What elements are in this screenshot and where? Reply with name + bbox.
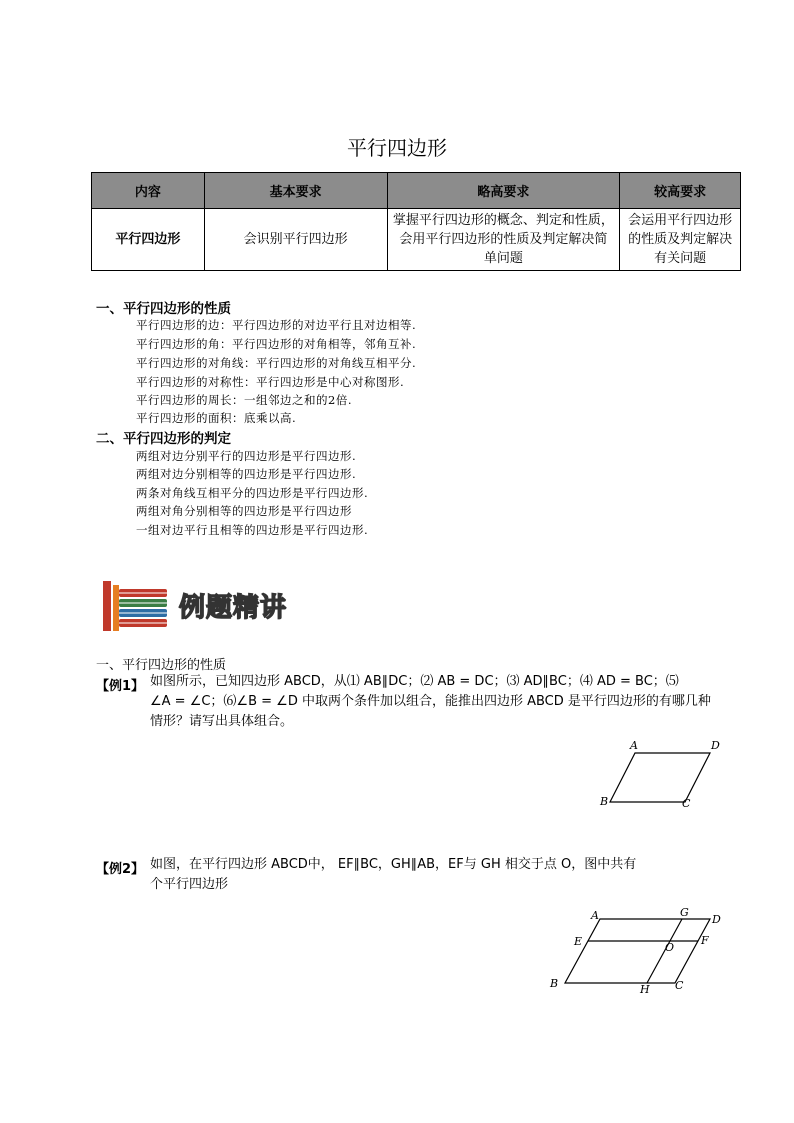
cell-line: 会运用平行四边形 [628, 213, 733, 228]
example1-line: ∠A = ∠C；⑹∠B = ∠D 中取两个条件加以组合，能推出四边形 ABCD 是平行四边形的有哪几种 [150, 694, 711, 709]
property-line: 平行四边形的对角线：平行四边形的对角线互相平分. [136, 356, 417, 370]
cell-line: 会用平行四边形的性质及判定解决简 [399, 232, 608, 247]
property-line: 平行四边形的面积：底乘以高. [136, 411, 297, 425]
example2-line: 个平行四边形 [150, 877, 229, 892]
vertex-label-a: A [630, 739, 638, 752]
example2-text [150, 855, 740, 895]
criterion-line: 一组对边平行且相等的四边形是平行四边形. [136, 523, 369, 537]
vertex-label-c: C [682, 797, 691, 810]
property-line: 平行四边形的边：平行四边形的对边平行且对边相等. [136, 318, 417, 332]
table-cell-higher [620, 209, 741, 271]
vertex-label-f: F [701, 934, 709, 947]
example1-line: 如图所示，已知四边形 ABCD，从⑴ AB∥DC；⑵ AB = DC；⑶ AD∥BC；⑷ AD = BC；⑸ [150, 674, 679, 689]
table-header-row [92, 173, 741, 209]
page-title: 平行四边形 [347, 136, 447, 160]
cell-line: 的性质及判定解决 [628, 232, 733, 247]
vertex-label-a: A [591, 909, 599, 922]
table-header-cell: 内容 [92, 173, 205, 209]
table-cell-slightly-higher [387, 209, 620, 271]
vertex-label-d: D [712, 913, 721, 926]
section-heading-properties: 一、平行四边形的性质 [96, 301, 231, 317]
section-heading-criteria: 二、平行四边形的判定 [96, 431, 231, 447]
vertex-label-c: C [675, 979, 684, 992]
example2-parallelogram-figure [545, 905, 730, 995]
vertex-label-b: B [600, 795, 609, 808]
table-header-cell: 略高要求 [387, 173, 620, 209]
examples-section-heading: 一、平行四边形的性质 [96, 658, 227, 673]
example1-label: 【例1】 [96, 679, 145, 694]
table-header-cell: 较高要求 [620, 173, 741, 209]
requirements-table [91, 172, 741, 271]
vertex-label-g: G [680, 906, 689, 919]
vertex-label-h: H [640, 983, 650, 995]
example1-parallelogram-figure [595, 735, 735, 810]
cell-line: 单问题 [483, 251, 523, 266]
table-cell-content: 平行四边形 [92, 209, 205, 271]
example1-text [150, 672, 740, 732]
vertex-label-e: E [574, 935, 583, 948]
point-label-o: O [665, 941, 675, 954]
table-row [92, 209, 741, 271]
example1-line: 情形？请写出具体组合。 [150, 714, 294, 729]
vertex-label-b: B [550, 977, 559, 990]
examples-banner [95, 575, 335, 635]
table-header-cell: 基本要求 [204, 173, 387, 209]
criterion-line: 两条对角线互相平分的四边形是平行四边形. [136, 486, 369, 500]
table-cell-basic: 会识别平行四边形 [204, 209, 387, 271]
cell-line: 掌握平行四边形的概念、判定和性质， [392, 213, 614, 228]
criterion-line: 两组对角分别相等的四边形是平行四边形 [136, 504, 352, 518]
cell-line: 有关问题 [654, 251, 707, 266]
criterion-line: 两组对边分别相等的四边形是平行四边形. [136, 467, 357, 481]
criterion-line: 两组对边分别平行的四边形是平行四边形. [136, 449, 357, 463]
property-line: 平行四边形的角：平行四边形的对角相等，邻角互补. [136, 337, 417, 351]
vertex-label-d: D [711, 739, 720, 752]
property-line: 平行四边形的周长：一组邻边之和的2倍. [136, 393, 352, 407]
property-line: 平行四边形的对称性：平行四边形是中心对称图形. [136, 375, 405, 389]
example2-line: 如图，在平行四边形 ABCD中， EF∥BC，GH∥AB，EF与 GH 相交于点 O，图中共有 [150, 857, 637, 872]
example2-label: 【例2】 [96, 862, 145, 877]
banner-title: 例题精讲 [179, 593, 288, 623]
